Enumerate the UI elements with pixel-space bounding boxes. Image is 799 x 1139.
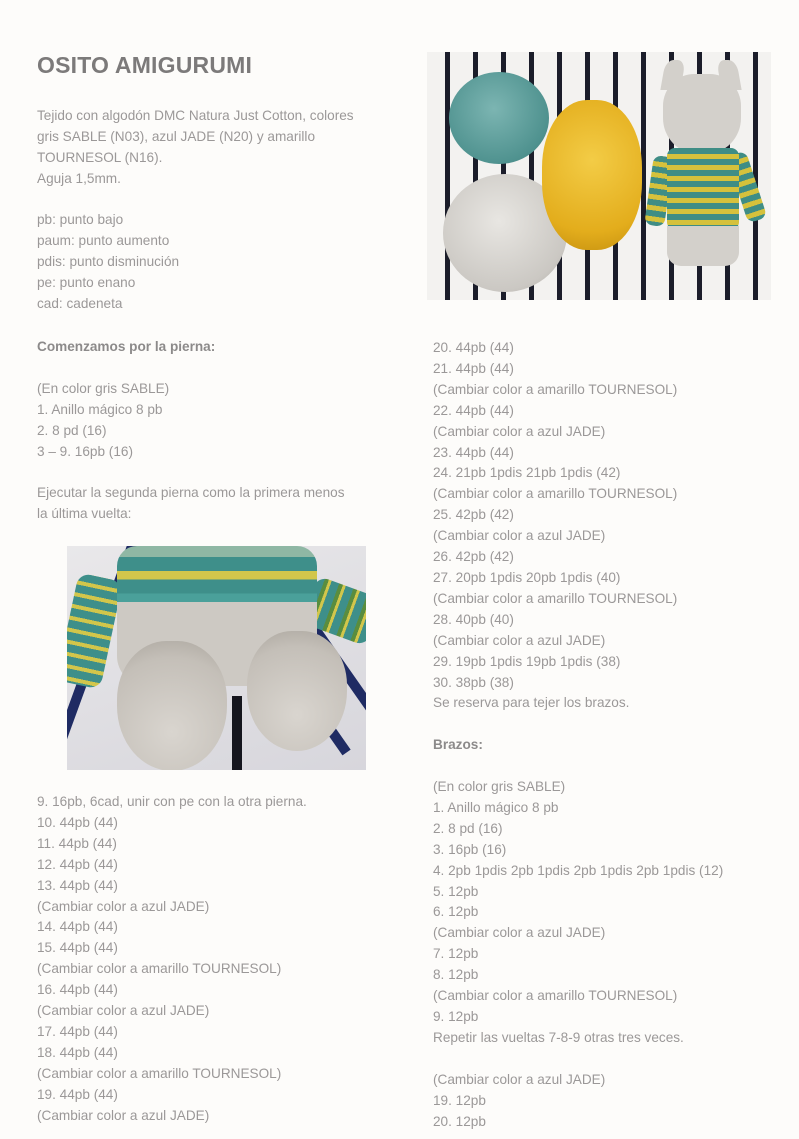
pattern-row: 10. 44pb (44) — [37, 814, 118, 830]
pattern-row: 13. 44pb (44) — [37, 877, 118, 893]
pattern-row: 26. 42pb (42) — [433, 549, 514, 565]
teal-yarn-ball — [449, 72, 549, 164]
pattern-row: 21. 44pb (44) — [433, 360, 514, 376]
pattern-row: 25. 42pb (42) — [433, 507, 514, 523]
pattern-row: 19. 12pb — [433, 1092, 486, 1108]
abbreviation-item: pb: punto bajo — [37, 212, 124, 227]
intro-line: TOURNESOL (N16). — [37, 149, 163, 165]
cloth-stripe — [232, 696, 242, 770]
pattern-row: 9. 16pb, 6cad, unir con pe con la otra pierna. — [37, 794, 307, 809]
pattern-row: 20. 12pb — [433, 1113, 486, 1129]
pattern-row: (Cambiar color a azul JADE) — [37, 898, 210, 914]
abbreviation-item: cad: cadeneta — [37, 295, 123, 311]
pattern-row: 20. 44pb (44) — [433, 340, 514, 355]
leg-section — [37, 337, 345, 525]
pattern-row: (Cambiar color a azul JADE) — [433, 925, 606, 941]
pattern-row: 29. 19pb 1pdis 19pb 1pdis (38) — [433, 653, 621, 669]
pattern-row: 11. 44pb (44) — [37, 835, 117, 851]
leg-note: Ejecutar la segunda pierna como la primera menos — [37, 485, 345, 501]
intro-line: Aguja 1,5mm. — [37, 170, 121, 186]
bear-striped-sweater — [667, 148, 739, 230]
intro-line: Tejido con algodón DMC Natura Just Cotton, colores — [37, 108, 354, 123]
abbreviation-item: pdis: punto disminución — [37, 253, 180, 269]
amigurumi-bear — [649, 60, 761, 272]
pattern-row: (Cambiar color a azul JADE) — [433, 1071, 606, 1087]
pattern-row: 28. 40pb (40) — [433, 611, 514, 627]
pattern-row: (Cambiar color a amarillo TOURNESOL) — [433, 590, 678, 606]
pattern-row: 15. 44pb (44) — [37, 940, 118, 956]
pattern-row: (Cambiar color a amarillo TOURNESOL) — [433, 381, 678, 397]
leg-note: la última vuelta: — [37, 506, 132, 522]
pattern-row: (Cambiar color a amarillo TOURNESOL) — [37, 1065, 282, 1081]
pattern-row: 2. 8 pd (16) — [37, 422, 107, 438]
arms-heading: Brazos: — [433, 737, 483, 753]
pattern-row: Repetir las vueltas 7-8-9 otras tres veces. — [433, 1029, 684, 1045]
intro-line: gris SABLE (N03), azul JADE (N20) y amarillo — [37, 128, 316, 144]
pattern-row: 8. 12pb — [433, 967, 479, 983]
pattern-row: (Cambiar color a amarillo TOURNESOL) — [433, 486, 678, 502]
pattern-row: (En color gris SABLE) — [37, 380, 170, 396]
pattern-row: 1. Anillo mágico 8 pb — [433, 799, 559, 815]
abbreviation-item: paum: punto aumento — [37, 232, 170, 248]
pattern-row: 5. 12pb — [433, 883, 479, 899]
page-title: OSITO AMIGURUMI — [37, 52, 253, 78]
pattern-row: Se reserva para tejer los brazos. — [433, 695, 630, 711]
pattern-row: (Cambiar color a azul JADE) — [433, 528, 606, 544]
pattern-row: 3. 16pb (16) — [433, 841, 507, 857]
bear-legs — [667, 226, 739, 266]
intro-paragraph — [37, 106, 354, 190]
pattern-row: 12. 44pb (44) — [37, 856, 118, 872]
pattern-row: 18. 44pb (44) — [37, 1044, 118, 1060]
pattern-row: 1. Anillo mágico 8 pb — [37, 401, 163, 417]
pattern-row: 17. 44pb (44) — [37, 1023, 118, 1039]
pattern-row: 7. 12pb — [433, 946, 479, 962]
bear-legs-closeup-photo — [67, 546, 366, 770]
pattern-row: (Cambiar color a amarillo TOURNESOL) — [433, 988, 678, 1004]
body-rows-left — [37, 792, 307, 1127]
abbreviation-item: pe: punto enano — [37, 274, 136, 290]
pattern-row: 3 – 9. 16pb (16) — [37, 443, 133, 459]
pattern-row: 6. 12pb — [433, 904, 479, 920]
bear-arm — [67, 573, 123, 690]
pattern-row: (Cambiar color a amarillo TOURNESOL) — [37, 961, 282, 977]
pattern-row: (En color gris SABLE) — [433, 779, 566, 795]
bear-leg — [247, 631, 347, 751]
pattern-row: 16. 44pb (44) — [37, 982, 118, 998]
yellow-yarn-ball — [542, 100, 642, 250]
bear-head — [663, 74, 741, 154]
pattern-row: 4. 2pb 1pdis 2pb 1pdis 2pb 1pdis 2pb 1pdis (12) — [433, 862, 724, 878]
yarn-balls-and-bear-photo — [427, 52, 771, 300]
pattern-row: 30. 38pb (38) — [433, 674, 514, 690]
pattern-row: 14. 44pb (44) — [37, 919, 118, 935]
pattern-row: 19. 44pb (44) — [37, 1086, 118, 1102]
pattern-row: 22. 44pb (44) — [433, 402, 514, 418]
pattern-row: 24. 21pb 1pdis 21pb 1pdis (42) — [433, 465, 621, 481]
pattern-row: (Cambiar color a azul JADE) — [433, 632, 606, 648]
pattern-row: 27. 20pb 1pdis 20pb 1pdis (40) — [433, 569, 621, 585]
abbreviations-list — [37, 210, 179, 315]
body-rows-right — [433, 338, 723, 1132]
pattern-row: (Cambiar color a azul JADE) — [37, 1107, 210, 1123]
pattern-row: 23. 44pb (44) — [433, 444, 514, 460]
pattern-row: 2. 8 pd (16) — [433, 820, 503, 836]
pattern-row: (Cambiar color a azul JADE) — [433, 423, 606, 439]
leg-heading: Comenzamos por la pierna: — [37, 339, 216, 354]
pattern-row: (Cambiar color a azul JADE) — [37, 1003, 210, 1019]
pattern-row: 9. 12pb — [433, 1009, 479, 1024]
bear-leg — [117, 641, 227, 770]
